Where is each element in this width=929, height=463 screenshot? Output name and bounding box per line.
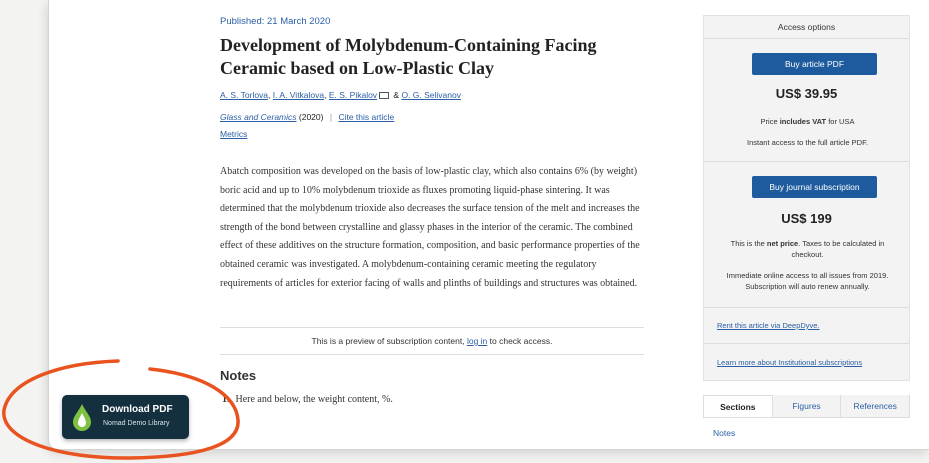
deepdyve-rent-link[interactable]: Rent this article via DeepDyve. — [717, 321, 820, 330]
published-date: Published: 21 March 2020 — [220, 16, 331, 27]
droplet-icon — [71, 403, 93, 431]
vat-bold: includes VAT — [779, 117, 827, 126]
access-options-panel — [703, 15, 910, 381]
tab-references[interactable]: References — [841, 395, 910, 417]
library-name: Nomad Demo Library — [103, 420, 170, 427]
buy-article-pdf-button[interactable]: Buy article PDF — [752, 53, 877, 75]
email-icon[interactable] — [379, 92, 389, 99]
net-text-end: . Taxes to be calculated in checkout. — [791, 239, 885, 259]
author-list — [220, 90, 461, 100]
journal-link[interactable]: Glass and Ceramics — [220, 112, 297, 122]
preview-text: This is a preview of subscription content, — [311, 336, 467, 346]
notes-heading: Notes — [220, 368, 257, 383]
download-pdf-button[interactable] — [62, 395, 189, 439]
download-pdf-label: Download PDF — [102, 404, 173, 415]
journal-year: (2020) — [296, 112, 324, 122]
author-separator: , — [268, 90, 273, 100]
journal-line — [220, 112, 394, 122]
subscription-price: US$ 199 — [781, 211, 832, 226]
login-link[interactable]: log in — [466, 336, 488, 346]
net-bold: net price — [766, 239, 799, 248]
buy-journal-subscription-button[interactable]: Buy journal subscription — [752, 176, 877, 198]
cite-link[interactable]: Cite this article — [338, 112, 395, 122]
divider — [704, 343, 909, 344]
author-link[interactable]: A. S. Torlova — [220, 90, 269, 100]
divider — [704, 161, 909, 162]
article-price: US$ 39.95 — [775, 86, 838, 101]
note-number: 1. — [222, 394, 230, 405]
net-text: This is the — [730, 239, 767, 248]
preview-notice — [220, 327, 644, 355]
vat-note — [714, 117, 901, 128]
vat-text: Price — [760, 117, 780, 126]
pipe-separator: | — [329, 112, 333, 122]
author-link[interactable]: E. S. Pikalov — [328, 90, 378, 100]
instant-access-note: Instant access to the full article PDF. — [747, 138, 868, 147]
divider — [704, 307, 909, 308]
author-link[interactable]: I. A. Vitkalova — [272, 90, 325, 100]
author-and: & — [391, 90, 402, 100]
vat-text-end: for USA — [826, 117, 855, 126]
article-tabs — [703, 395, 910, 418]
tab-figures[interactable]: Figures — [773, 395, 842, 417]
online-access-note: Immediate online access to all issues from 2019. Subscription will auto renew annually. — [726, 271, 889, 291]
article-title: Development of Molybdenum-Containing Facing Ceramic based on Low-Plastic Clay — [220, 35, 597, 78]
metrics-link[interactable]: Metrics — [220, 129, 248, 139]
author-separator: , — [324, 90, 329, 100]
access-options-heading: Access options — [704, 16, 909, 39]
preview-text-end: to check access. — [487, 336, 553, 346]
net-price-note — [714, 239, 901, 260]
institutional-subscriptions-link[interactable]: Learn more about Institutional subscriptions — [717, 358, 863, 367]
author-link[interactable]: O. G. Selivanov — [401, 90, 461, 100]
abstract-text: Abatch composition was developed on the basis of low-plastic clay, which also contains 6% (by weight) boric acid and up to 10% molybdenum trioxide as fluxes promoting liquid-phase sintering. It was determined that the molybdenum trioxide also decreases the surface tension of the melt and increases the strength of the bond between crystalline and glassy phases in the interior of the ceramic. The combined effect of these additives on the structure formation, composition, and basic performance properties of the obtained ceramic was investigated. A molybdenum-containing ceramic meeting the regulatory requirements of articles for exterior facing of walls and plinths of buildings and structures was obtained. — [220, 166, 640, 289]
section-link-notes[interactable]: Notes — [713, 428, 736, 438]
tab-sections[interactable]: Sections — [703, 395, 773, 417]
note-text: Here and below, the weight content, %. — [235, 394, 393, 405]
